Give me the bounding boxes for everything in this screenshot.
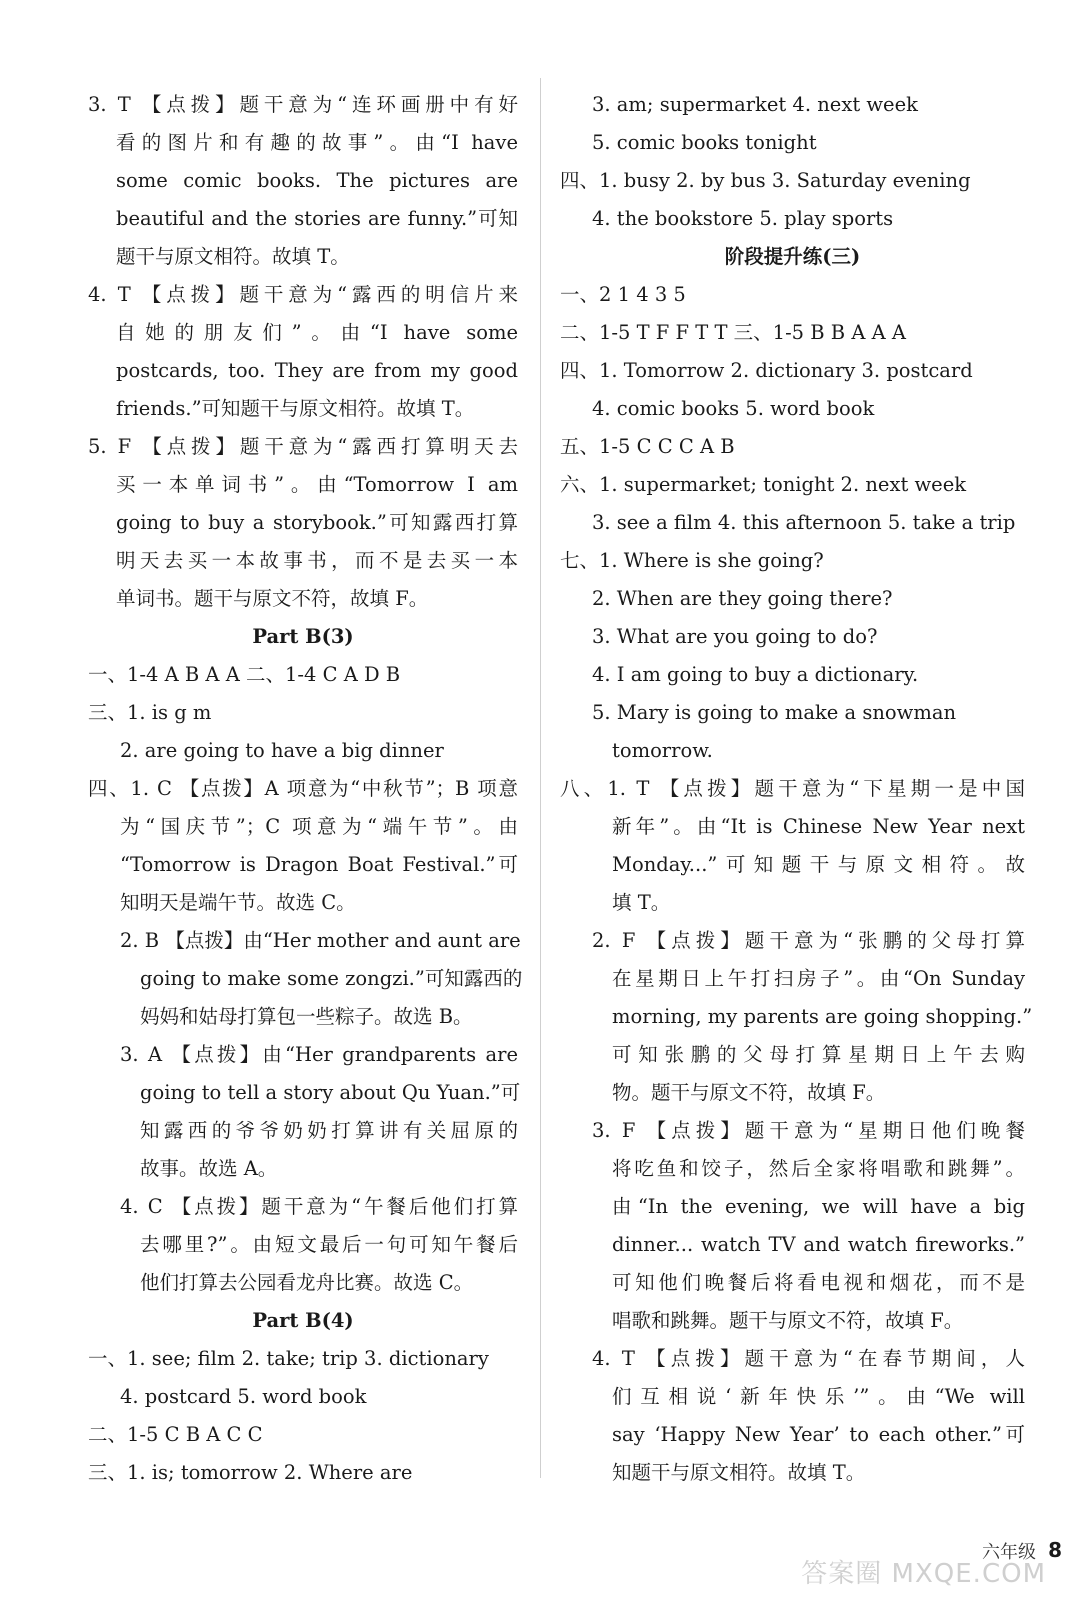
right-column [560, 86, 1033, 1492]
answer-line: “Tomorrow is Dragon Boat Festival.”可 [120, 853, 518, 876]
answer-line: 八、1. T 【点拨】题干意为“下星期一是中国 [560, 777, 1025, 800]
answer-line: 4. T 【点拨】题干意为“露西的明信片来 [88, 283, 518, 306]
answer-line: 他们打算去公园看龙舟比赛。故选 C。 [140, 1271, 474, 1294]
answer-line: 二、1-5 T F F T T 三、1-5 B B A A A [560, 321, 906, 344]
watermark: 答案圈 MXQE.COM [801, 1559, 1046, 1589]
answer-line: 填 T。 [612, 891, 671, 914]
answer-line: 3. am; supermarket 4. next week [592, 93, 918, 116]
answer-line: 自她的朋友们”。由“I have some [116, 321, 518, 344]
answer-line: 明天去买一本故事书，而不是去买一本 [116, 549, 518, 572]
answer-line: 六、1. supermarket; tonight 2. next week [560, 473, 967, 496]
answer-line: 一、2 1 4 3 5 [560, 283, 686, 306]
answer-line: 题干与原文相符。故填 T。 [116, 245, 350, 268]
answer-line: 4. postcard 5. word book [120, 1385, 367, 1408]
answer-line: tomorrow. [612, 739, 713, 762]
answer-line: 3. What are you going to do? [592, 625, 878, 648]
page-number: 8 [1048, 1538, 1062, 1562]
answer-line: 妈妈和姑母打算包一些粽子。故选 B。 [140, 1005, 473, 1028]
answer-line: 四、1. C 【点拨】A 项意为“中秋节”；B 项意 [88, 777, 518, 800]
answer-line: 五、1-5 C C C A B [560, 435, 735, 458]
answer-line: 4. C 【点拨】题干意为“午餐后他们打算 [120, 1195, 518, 1218]
answer-line: 唱歌和跳舞。题干与原文不符，故填 F。 [612, 1309, 964, 1332]
answer-line: 可知他们晚餐后将看电视和烟花，而不是 [612, 1271, 1025, 1294]
answer-line: Monday...”可知题干与原文相符。故 [612, 853, 1025, 876]
answer-line: 4. T 【点拨】题干意为“在春节期间，人 [592, 1347, 1025, 1370]
answer-line: going to buy a storybook.”可知露西打算 [116, 511, 518, 534]
answer-line: 知露西的爷爷奶奶打算讲有关屈原的 [140, 1119, 518, 1142]
answer-line: some comic books. The pictures are [116, 169, 518, 192]
answer-line: 2. are going to have a big dinner [120, 739, 444, 762]
answer-line: 知明天是端午节。故选 C。 [120, 891, 356, 914]
answer-line: friends.”可知题干与原文相符。故填 T。 [116, 397, 475, 420]
answer-line: 二、1-5 C B A C C [88, 1423, 263, 1446]
answer-line: 4. I am going to buy a dictionary. [592, 663, 919, 686]
answer-line: 故事。故选 A。 [140, 1157, 278, 1180]
answer-line: 四、1. Tomorrow 2. dictionary 3. postcard [560, 359, 973, 382]
answer-line: 们互相说‘新年快乐’”。由“We will [612, 1385, 1025, 1408]
answer-line: 阶段提升练(三) [724, 245, 861, 268]
answer-line: 三、1. is g m [88, 701, 212, 724]
answer-line: 5. comic books tonight [592, 131, 817, 154]
answer-line: 单词书。题干与原文不符，故填 F。 [116, 587, 429, 610]
answer-line: Part B(3) [252, 625, 354, 648]
answer-line: 物。题干与原文不符，故填 F。 [612, 1081, 886, 1104]
answer-line: 看的图片和有趣的故事”。由“I have [116, 131, 518, 154]
answer-line: dinner... watch TV and watch fireworks.” [612, 1233, 1025, 1256]
answer-line: 2. F 【点拨】题干意为“张鹏的父母打算 [592, 929, 1025, 952]
answer-line: morning, my parents are going shopping.” [612, 1005, 1033, 1028]
answer-line: 可知张鹏的父母打算星期日上午去购 [612, 1043, 1025, 1066]
answer-line: say ‘Happy New Year’ to each other.”可 [612, 1423, 1025, 1446]
answer-line: 3. see a film 4. this afternoon 5. take a trip [592, 511, 1016, 534]
answer-line: 在星期日上午打扫房子”。由“On Sunday [612, 967, 1025, 990]
answer-line: 去哪里?”。由短文最后一句可知午餐后 [140, 1233, 518, 1256]
answer-line: 知题干与原文相符。故填 T。 [612, 1461, 866, 1484]
answer-line: 2. When are they going there? [592, 587, 893, 610]
answer-line: 2. B 【点拨】由“Her mother and aunt are [120, 929, 521, 952]
answer-line: 三、1. is; tomorrow 2. Where are [88, 1461, 413, 1484]
answer-line: postcards, too. They are from my good [116, 359, 518, 382]
answer-line: 3. F 【点拨】题干意为“星期日他们晚餐 [592, 1119, 1025, 1142]
answer-line: 4. the bookstore 5. play sports [592, 207, 894, 230]
answer-line: going to tell a story about Qu Yuan.”可 [140, 1081, 521, 1104]
answer-line: 为“国庆节”；C 项意为“端午节”。由 [120, 815, 518, 838]
answer-line: 3. T 【点拨】题干意为“连环画册中有好 [88, 93, 518, 116]
answer-line: 由“In the evening, we will have a big [612, 1195, 1025, 1218]
answer-line: 四、1. busy 2. by bus 3. Saturday evening [560, 169, 971, 192]
answer-line: 5. F 【点拨】题干意为“露西打算明天去 [88, 435, 518, 458]
grade-label: 六年级 [982, 1542, 1036, 1563]
answer-line: Part B(4) [252, 1309, 354, 1332]
answer-line: beautiful and the stories are funny.”可知 [116, 207, 518, 230]
answer-line: 新年”。由“It is Chinese New Year next [612, 815, 1025, 838]
answer-line: 一、1. see; film 2. take; trip 3. dictionary [88, 1347, 489, 1370]
answer-line: 七、1. Where is she going? [560, 549, 824, 572]
answer-line: 4. comic books 5. word book [592, 397, 875, 420]
answer-line: 将吃鱼和饺子，然后全家将唱歌和跳舞”。 [612, 1157, 1025, 1180]
answer-line: 一、1-4 A B A A 二、1-4 C A D B [88, 663, 401, 686]
left-column [88, 86, 523, 1492]
answer-line: 3. A 【点拨】由“Her grandparents are [120, 1043, 518, 1066]
answer-line: going to make some zongzi.”可知露西的 [140, 967, 523, 990]
column-divider [540, 78, 541, 1478]
answer-line: 5. Mary is going to make a snowman [592, 701, 957, 724]
answer-line: 买一本单词书”。由“Tomorrow I am [116, 473, 518, 496]
